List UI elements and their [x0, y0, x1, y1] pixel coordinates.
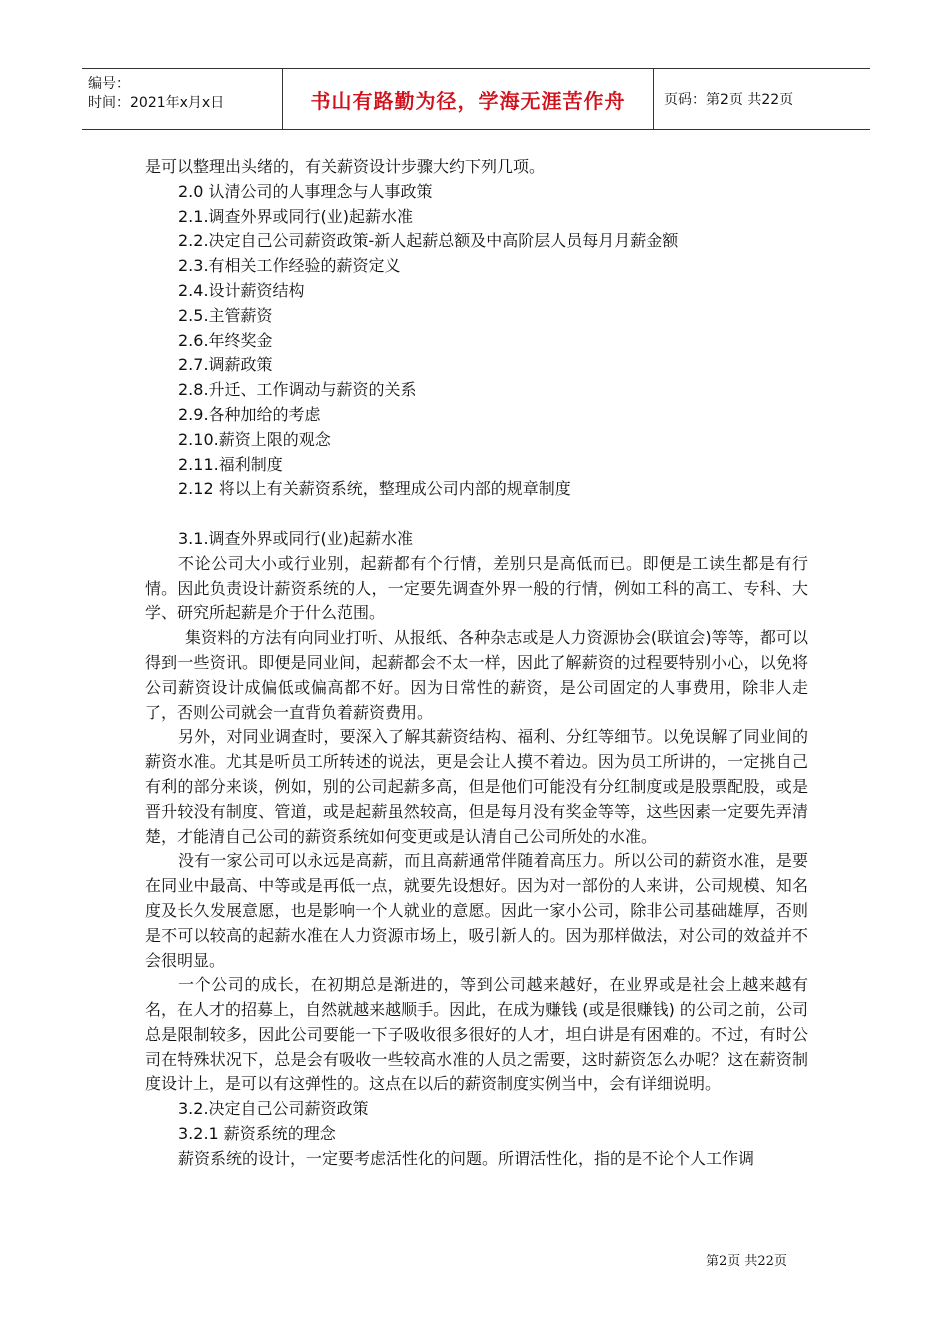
section-heading: 3.1.调查外界或同行(业)起薪水准	[178, 528, 414, 548]
spacer	[145, 502, 808, 527]
step-item: 2.5.主管薪资	[178, 305, 273, 325]
body-paragraph: 集资料的方法有向同业打听、从报纸、各种杂志或是人力资源协会(联谊会)等等，都可以得到一些资讯。即便是同业间，起薪都会不太一样，因此了解薪资的过程要特别小心，以免将公司薪资设计成偏低或偏高都不好。因为日常性的薪资，是公司固定的人事费用，除非人走了，否则公司就会一直背负着薪资费用。	[145, 628, 808, 722]
step-item: 2.8.升迁、工作调动与薪资的关系	[178, 380, 417, 400]
header-meta	[82, 69, 282, 129]
body-paragraph: 不论公司大小或行业别，起薪都有个行情，差别只是高低而已。即便是工读生都是有行情。因此负责设计薪资系统的人，一定要先调查外界一般的行情，例如工科的高工、专科、大学、研究所起薪是介于什么范围。	[145, 553, 808, 623]
document-body	[145, 155, 808, 1172]
body-paragraph: 没有一家公司可以永远是高薪，而且高薪通常伴随着高压力。所以公司的薪资水准，是要在同业中最高、中等或是再低一点，就要先设想好。因为对一部份的人来讲，公司规模、知名度及长久发展意愿，也是影响一个人就业的意愿。因此一家小公司，除非公司基础雄厚，否则是不可以较高的起薪水准在人力资源市场上，吸引新人的。因为那样做法，对公司的效益并不会很明显。	[145, 851, 808, 970]
step-item: 2.9.各种加给的考虑	[178, 404, 321, 424]
step-item: 2.3.有相关工作经验的薪资定义	[178, 256, 401, 276]
step-item: 2.1.调查外界或同行(业)起薪水准	[178, 206, 414, 226]
body-paragraph: 另外，对同业调查时，要深入了解其薪资结构、福利、分红等细节。以免误解了同业间的薪资水准。尤其是听员工所转述的说法，更是会让人摸不着边。因为员工所讲的，一定挑自己有利的部分来谈，例如，别的公司起薪多高，但是他们可能没有分红制度或是股票配股，或是晋升较没有制度、管道，或是起薪虽然较高，但是每月没有奖金等等，这些因素一定要先弄清楚，才能清自己公司的薪资系统如何变更或是认清自己公司所处的水准。	[145, 727, 808, 846]
subsection-heading: 3.2.1 薪资系统的理念	[178, 1124, 336, 1144]
document-time-label: 时间：2021年x月x日	[88, 95, 225, 111]
step-item: 2.4.设计薪资结构	[178, 280, 305, 300]
intro-paragraph: 是可以整理出头绪的，有关薪资设计步骤大约下列几项。	[145, 157, 546, 176]
step-item: 2.7.调薪政策	[178, 355, 273, 375]
step-item: 2.11.福利制度	[178, 454, 283, 474]
page-footer: 第2页 共22页	[706, 1254, 787, 1269]
header-page-code: 页码：第2页 共22页	[664, 92, 794, 108]
body-paragraph: 薪资系统的设计，一定要考虑活性化的问题。所谓活性化，指的是不论个人工作调	[178, 1148, 755, 1168]
step-item: 2.12 将以上有关薪资系统，整理成公司内部的规章制度	[178, 479, 571, 499]
step-item: 2.0 认清公司的人事理念与人事政策	[178, 181, 433, 201]
steps-list	[145, 180, 808, 502]
step-item: 2.6.年终奖金	[178, 330, 273, 350]
header-motto: 书山有路勤为径，学海无涯苦作舟	[282, 69, 654, 129]
body-paragraph: 一个公司的成长，在初期总是渐进的，等到公司越来越好，在业界或是社会上越来越有名，在人才的招募上，自然就越来越顺手。因此，在成为赚钱 (或是很赚钱) 的公司之前，公司总是限制较多，因此公司要能一下子吸收很多很好的人才，坦白讲是有困难的。不过，有时公司在特殊状况下，总是会有吸收一些较高水准的人员之需要，这时薪资怎么办呢？这在薪资制度设计上，是可以有这弹性的。这点在以后的薪资制度实例当中，会有详细说明。	[145, 975, 808, 1094]
step-item: 2.10.薪资上限的观念	[178, 429, 331, 449]
page-header	[82, 68, 870, 130]
section-heading: 3.2.决定自己公司薪资政策	[178, 1099, 369, 1119]
step-item: 2.2.决定自己公司薪资政策-新人起薪总额及中高阶层人员每月月薪金额	[178, 231, 679, 251]
document-number-label: 编号：	[88, 76, 130, 92]
